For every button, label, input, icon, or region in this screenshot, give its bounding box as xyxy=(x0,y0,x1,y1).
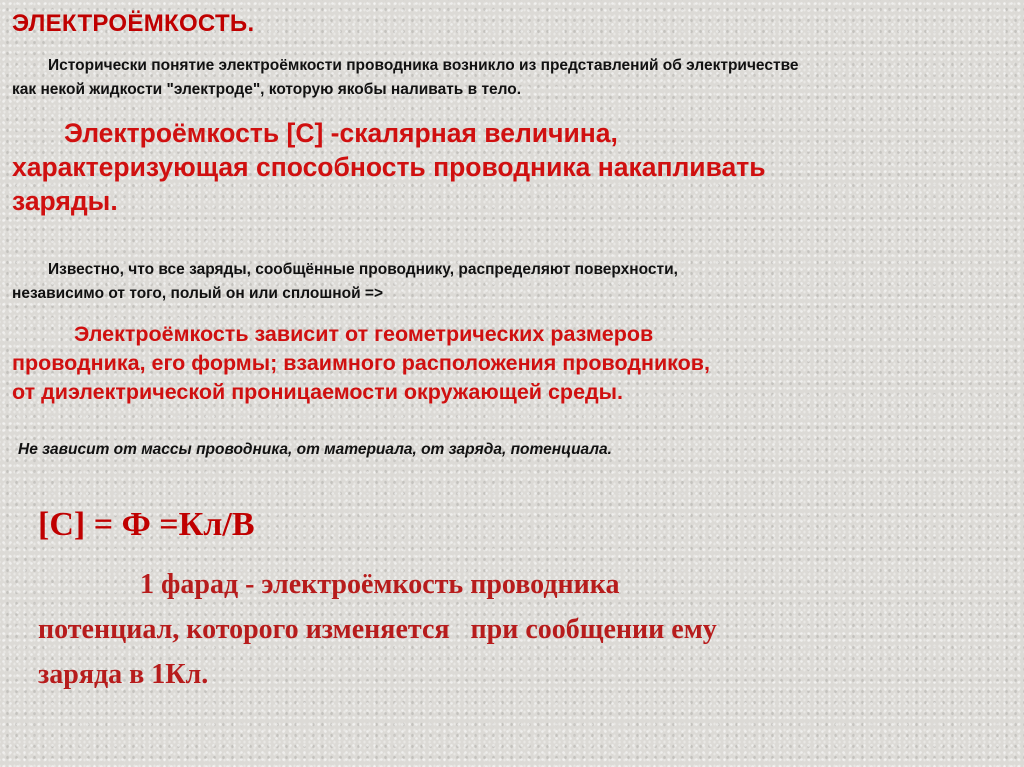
unit-formula: [С] = Ф =Кл/В xyxy=(38,506,255,543)
depends-line-3: от диэлектрической проницаемости окружающей среды. xyxy=(12,380,624,404)
depends-paragraph xyxy=(12,320,710,407)
farad-line-2: потенциал, которого изменяется при сообщении ему xyxy=(38,614,717,645)
definition-paragraph xyxy=(12,116,766,218)
known-paragraph xyxy=(12,258,678,306)
known-line-1: Известно, что все заряды, сообщённые проводнику, распределяют поверхности, xyxy=(48,261,678,278)
depends-line-2: проводника, его формы; взаимного расположения проводников, xyxy=(12,351,710,375)
definition-line-2: характеризующая способность проводника накапливать xyxy=(12,152,766,182)
farad-line-1: 1 фарад - электроёмкость проводника xyxy=(140,569,620,600)
history-paragraph xyxy=(12,54,799,102)
known-line-2: независимо от того, полый он или сплошной => xyxy=(12,285,384,302)
farad-definition xyxy=(38,562,1018,697)
definition-line-1: Электроёмкость [С] -скалярная величина, xyxy=(64,118,618,148)
definition-line-3: заряды. xyxy=(12,186,118,216)
history-line-1: Исторически понятие электроёмкости проводника возникло из представлений об электричестве xyxy=(48,57,799,74)
not-depends-note: Не зависит от массы проводника, от материала, от заряда, потенциала. xyxy=(18,441,612,458)
history-line-2: как некой жидкости "электроде", которую якобы наливать в тело. xyxy=(12,81,522,98)
farad-line-3: заряда в 1Кл. xyxy=(38,659,209,690)
page-title: ЭЛЕКТРОЁМКОСТЬ. xyxy=(12,10,255,37)
depends-line-1: Электроёмкость зависит от геометрических размеров xyxy=(74,322,654,346)
